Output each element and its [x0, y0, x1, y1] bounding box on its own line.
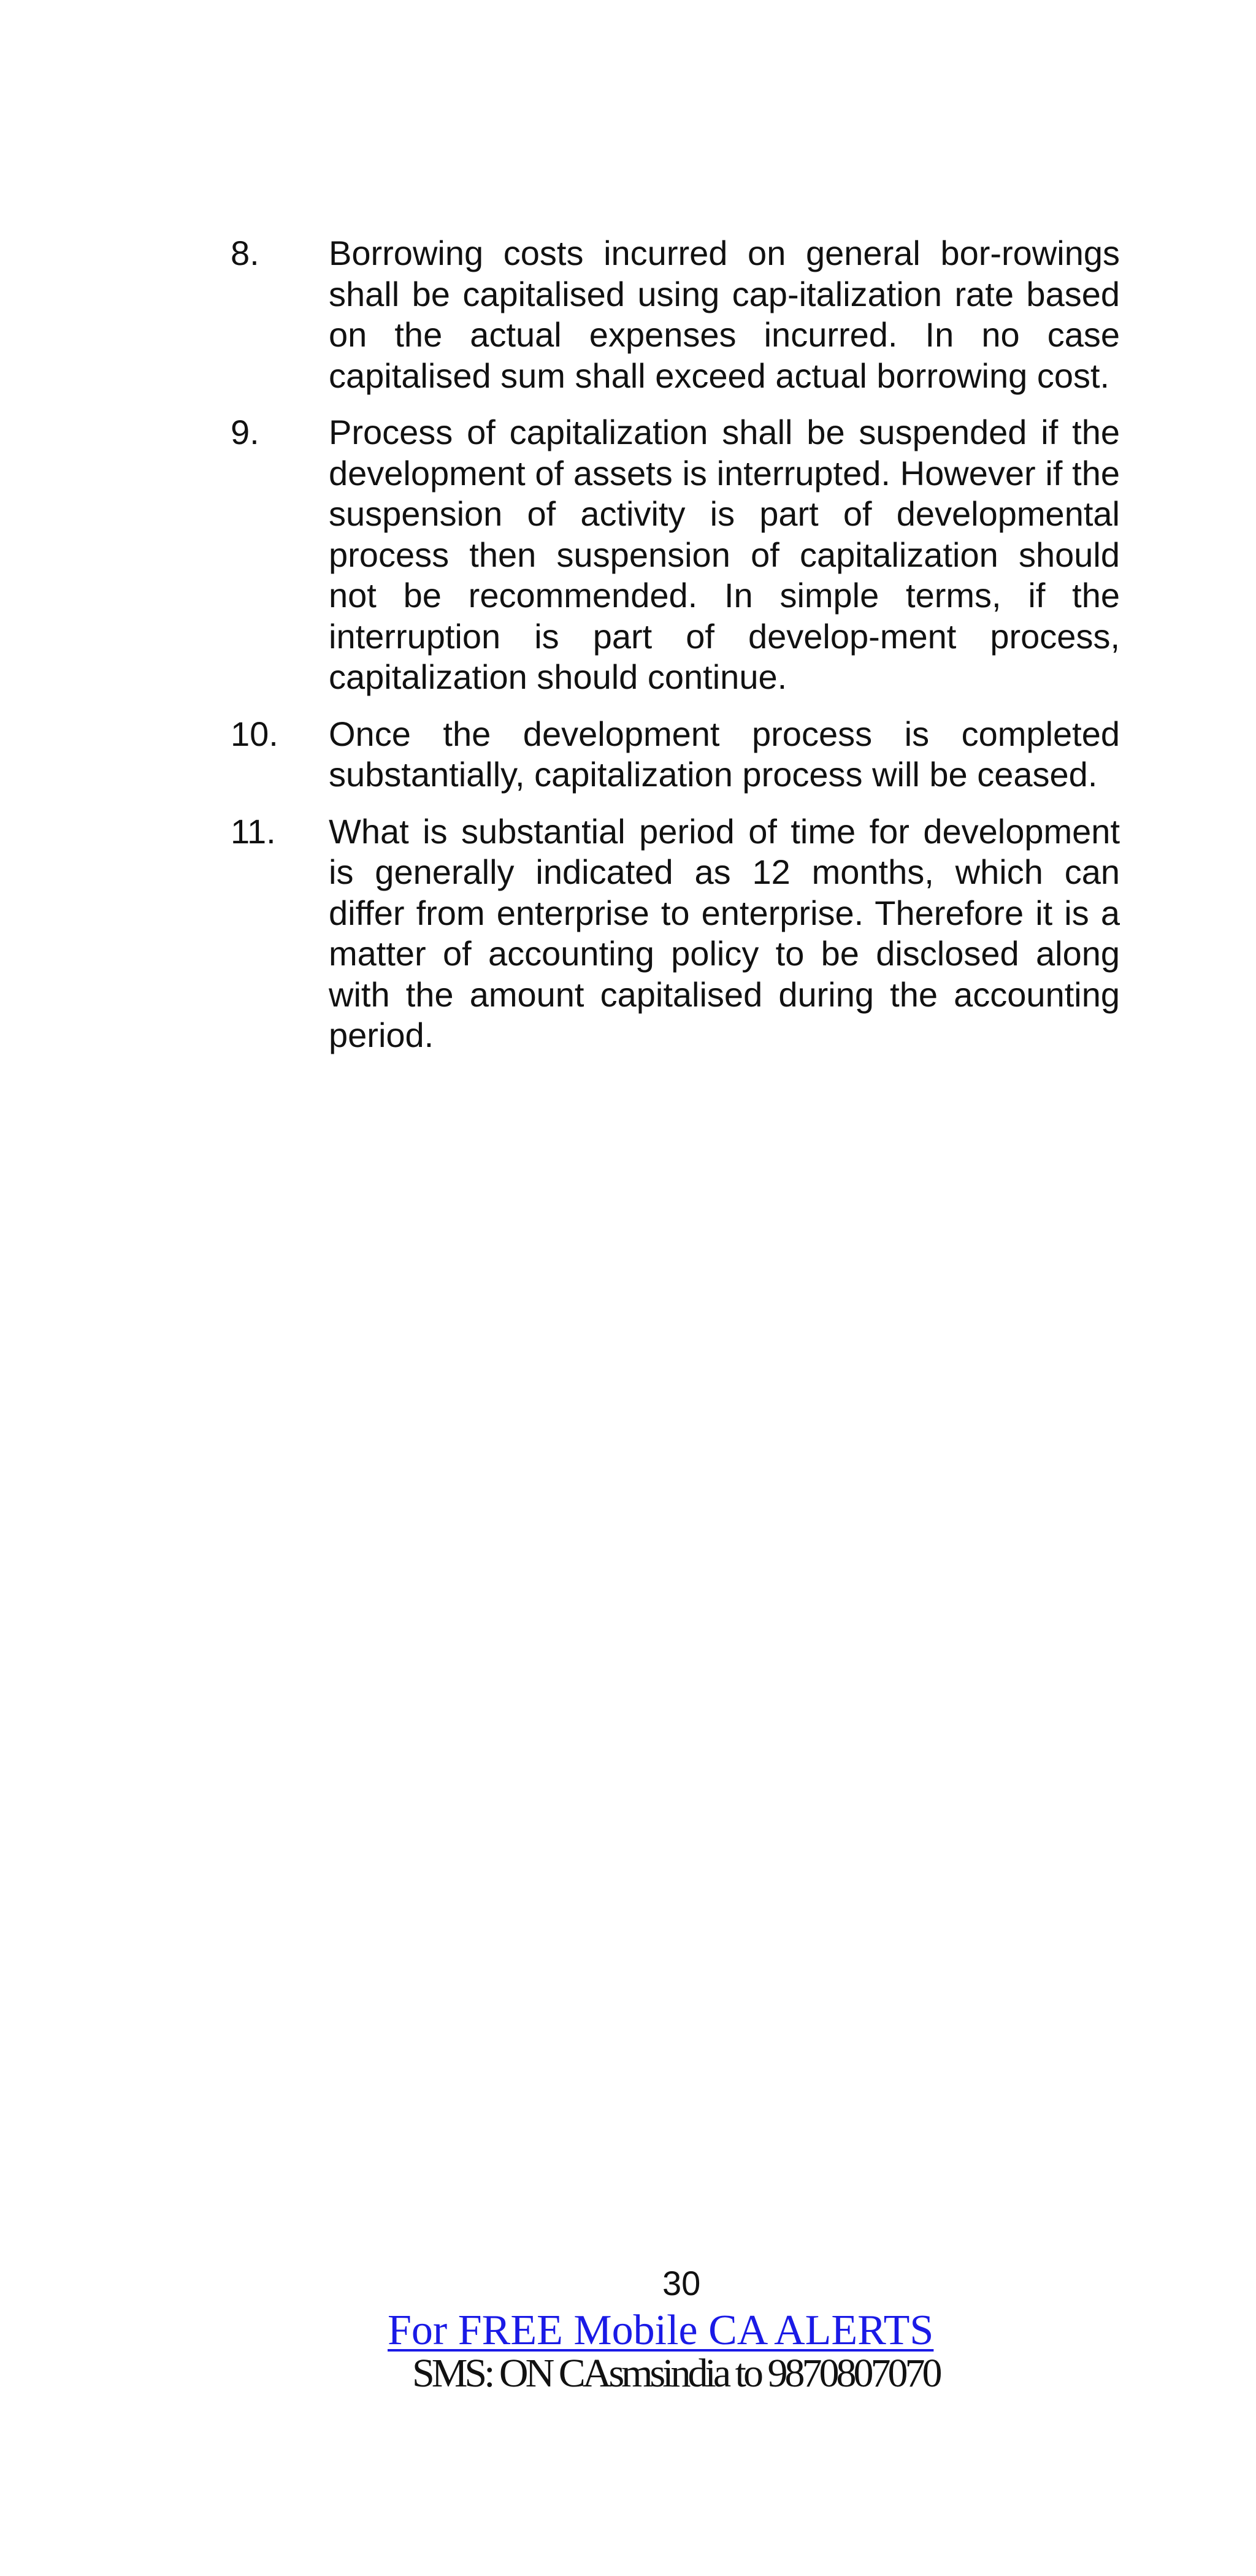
item-text: What is substantial period of time for development is generally indicated as 12 months, which can differ from enterprise to enterprise. Therefore it is a matter of accounting policy to be disclosed along with the amount capitalised during the accounting period. [329, 811, 1120, 1054]
item-text: Borrowing costs incurred on general bor-rowings shall be capitalised using cap-italization rate based on the actual expenses incurred. In no case capitalised sum shall exceed actual borrowing cost. [329, 234, 1120, 395]
list-item [231, 412, 1120, 698]
sms-instruction: SMS: ON CAsmsindia to 9870807070 [412, 2351, 940, 2396]
item-number: 11. [231, 811, 276, 851]
item-number: 8. [231, 234, 259, 272]
list-item [231, 233, 1120, 396]
item-text: Process of capitalization shall be suspended if the development of assets is interrupted. However if the suspension of activity is part of developmental process then suspension of capitalization should not be recommended. In simple terms, if the interruption is part of develop-ment process, capitalization should continue. [329, 413, 1120, 696]
list-item [231, 811, 1120, 1056]
numbered-list [231, 233, 1120, 1072]
free-alerts-link[interactable]: For FREE Mobile CA ALERTS [388, 2307, 934, 2354]
item-number: 9. [231, 413, 259, 451]
item-text: Once the development process is completed substantially, capitalization process will be ceased. [329, 714, 1120, 794]
page-number: 30 [662, 2264, 701, 2302]
item-number: 10. [231, 714, 278, 753]
list-item [231, 714, 1120, 795]
